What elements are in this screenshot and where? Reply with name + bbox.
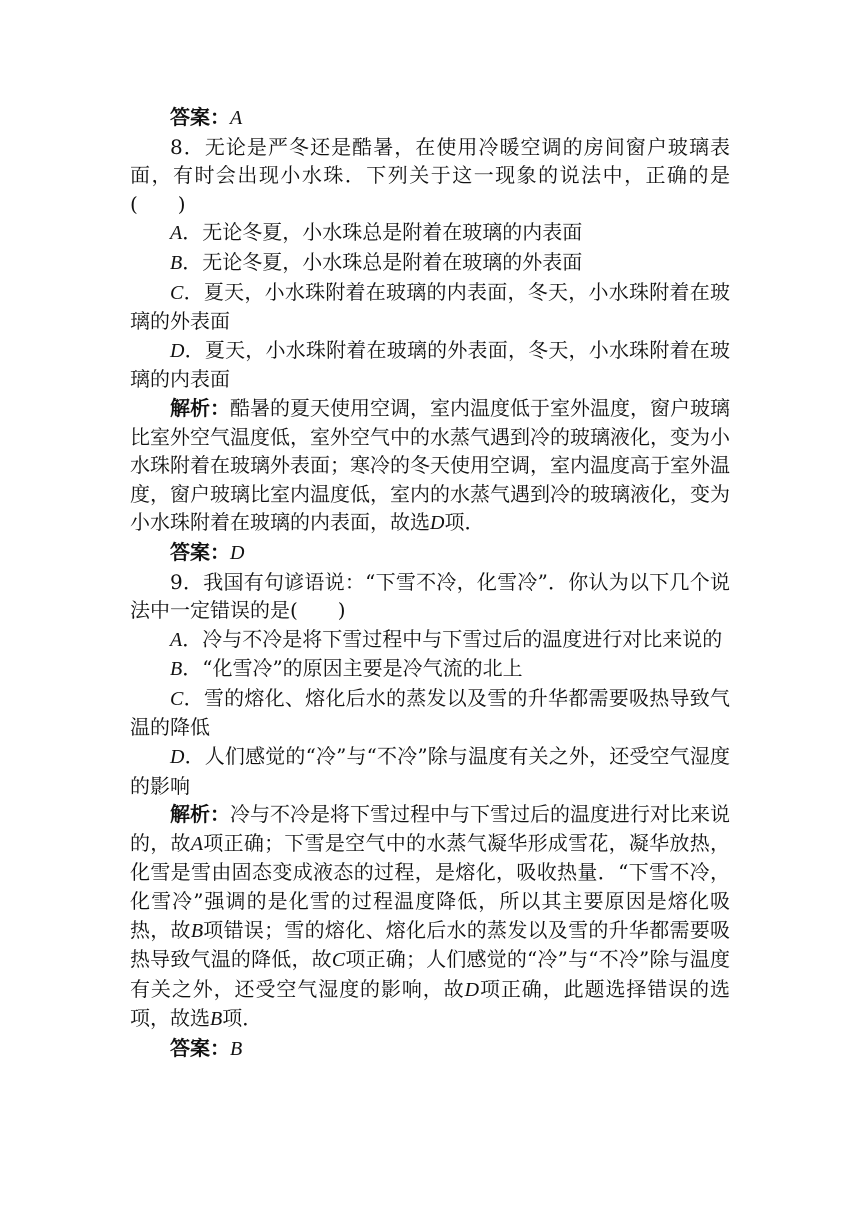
option-text: ．无论冬夏，小水珠总是附着在玻璃的内表面 bbox=[182, 220, 583, 245]
answer-label: 答案： bbox=[170, 105, 230, 129]
analysis-text: 项错误；雪的熔化、熔化后水的蒸发以及雪的升华都需要吸热导致气温的降低，故 bbox=[130, 917, 731, 972]
option-letter: A bbox=[170, 628, 183, 651]
analysis-text: 项正确；下雪是空气中的水蒸气凝华形成雪花，凝华放热，化雪是雪由固态变成液态的过程，是熔化，吸收热量．“下雪不冷，化雪冷”强调的是化雪的过程温度降低，所以其主要原因是熔化吸热，故 bbox=[130, 830, 731, 942]
answer-value: B bbox=[230, 1038, 243, 1060]
question-9-option-c bbox=[130, 684, 730, 742]
question-8-option-b bbox=[130, 248, 730, 278]
answer-label: 答案： bbox=[170, 1036, 230, 1060]
question-8-option-c bbox=[130, 278, 730, 336]
option-text: ．夏天，小水珠附着在玻璃的内表面，冬天，小水珠附着在玻璃的外表面 bbox=[130, 279, 730, 334]
analysis-letter: B bbox=[190, 919, 204, 942]
question-8-option-a bbox=[130, 218, 730, 248]
analysis-text: 项正确，此题选择错误的选项，故选 bbox=[130, 976, 731, 1031]
option-text: ．“化雪冷”的原因主要是冷气流的北上 bbox=[182, 656, 523, 681]
option-text: ．无论冬夏，小水珠总是附着在玻璃的外表面 bbox=[182, 249, 583, 274]
question-9-option-a bbox=[130, 625, 730, 655]
analysis-label: 解析： bbox=[170, 802, 230, 827]
option-letter: B bbox=[170, 251, 183, 274]
analysis-text: 项正确；人们感觉的“冷”与“不冷”除与温度有关之外，还受空气湿度的影响，故 bbox=[130, 947, 730, 1001]
option-text: ．夏天，小水珠附着在玻璃的外表面，冬天，小水珠附着在玻璃的内表面 bbox=[130, 337, 730, 392]
option-text: ．雪的熔化、熔化后水的蒸发以及雪的升华都需要吸热导致气温的降低 bbox=[130, 685, 730, 740]
option-letter: A bbox=[170, 222, 183, 245]
question-9-option-b bbox=[130, 654, 730, 684]
analysis-letter: D bbox=[430, 512, 445, 535]
answer-value: A bbox=[230, 107, 243, 129]
answer-label: 答案： bbox=[170, 539, 230, 564]
analysis-text-end: 项． bbox=[222, 1006, 263, 1031]
question-8-analysis bbox=[130, 394, 730, 538]
analysis-letter: C bbox=[331, 949, 346, 972]
option-letter: D bbox=[170, 746, 185, 769]
answer-value: D bbox=[230, 541, 245, 564]
document-page bbox=[130, 103, 730, 1064]
analysis-letter: D bbox=[464, 978, 480, 1001]
question-8-stem: 8．无论是严冬还是酷暑，在使用冷暖空调的房间窗户玻璃表面，有时会出现小水珠．下列关于这一现象的说法中，正确的是( ) bbox=[130, 134, 730, 216]
answer-7 bbox=[130, 103, 730, 133]
question-9-analysis bbox=[130, 800, 730, 1034]
option-text: ．冷与不冷是将下雪过程中与下雪过后的温度进行对比来说的 bbox=[182, 626, 723, 651]
question-9-stem: 9．我国有句谚语说：“下雪不冷，化雪冷”．你认为以下几个说法中一定错误的是( ) bbox=[130, 569, 730, 623]
option-letter: B bbox=[170, 658, 183, 681]
analysis-label: 解析： bbox=[170, 395, 230, 420]
question-9-option-d bbox=[130, 742, 730, 800]
question-8-option-d bbox=[130, 336, 730, 394]
analysis-text: 冷与不冷是将下雪过程中与下雪过后的温度进行对比来说的，故 bbox=[130, 802, 730, 855]
answer-9 bbox=[130, 1034, 730, 1064]
analysis-letter: A bbox=[190, 832, 204, 855]
option-letter: D bbox=[170, 339, 185, 362]
option-text: ．人们感觉的“冷”与“不冷”除与温度有关之外，还受空气湿度的影响 bbox=[130, 744, 730, 798]
analysis-text: 酷暑的夏天使用空调，室内温度低于室外温度，窗户玻璃比室外空气温度低，室外空气中的水蒸气遇到冷的玻璃液化，变为小水珠附着在玻璃外表面；寒冷的冬天使用空调，室内温度高于室外温度，窗户玻璃比室内温度低，室内的水蒸气遇到冷的玻璃液化，变为小水珠附着在玻璃的内表面，故选 bbox=[130, 395, 730, 535]
analysis-letter: B bbox=[210, 1008, 223, 1031]
analysis-text-end: 项． bbox=[444, 510, 485, 535]
answer-8 bbox=[130, 538, 730, 568]
option-letter: C bbox=[170, 281, 184, 304]
option-letter: C bbox=[170, 687, 184, 710]
